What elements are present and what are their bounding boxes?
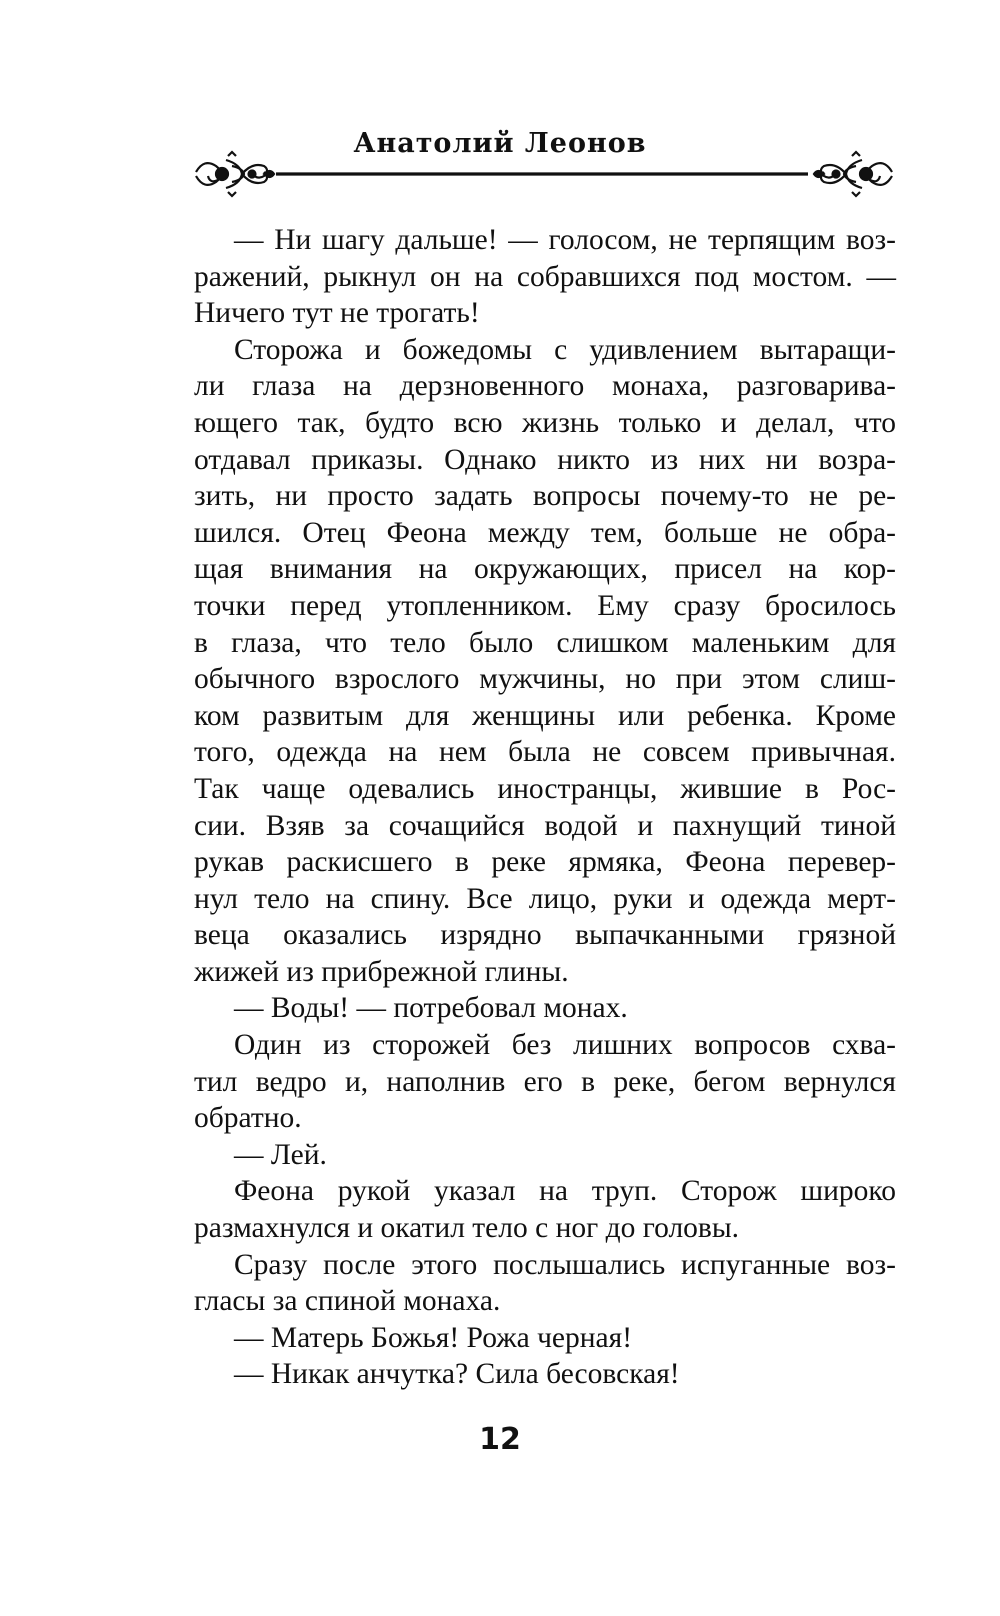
text-line: отдавал приказы. Однако никто из них ни возра- (194, 443, 896, 476)
text-line: — Никак анчутка? Сила бесовская! (234, 1358, 680, 1391)
paragraph (194, 1247, 896, 1320)
paragraph (194, 1320, 896, 1357)
text-line: — Воды! — потребовал монах. (234, 992, 628, 1025)
text-line: того, одежда на нем была не совсем привычная. (194, 736, 896, 769)
paragraph (194, 1027, 896, 1137)
paragraph (194, 222, 896, 332)
text-line: Сторожа и божедомы с удивлением вытаращи- (234, 333, 896, 366)
paragraph (194, 1137, 896, 1174)
running-head-author: Анатолий Леонов (353, 128, 647, 159)
text-line: — Матерь Божья! Рожа черная! (234, 1321, 633, 1354)
text-line: шился. Отец Феона между тем, больше не обра- (194, 516, 896, 549)
paragraph (194, 1356, 896, 1393)
ornament-right-icon (814, 152, 892, 196)
text-line: тил ведро и, наполнив его в реке, бегом вернулся (194, 1065, 896, 1098)
text-line: размахнулся и окатил тело с ног до головы. (194, 1212, 740, 1245)
header-rule (192, 150, 896, 198)
text-line: Сразу после этого послышались испуганные воз- (234, 1248, 896, 1281)
text-line: ли глаза на дерзновенного монаха, разговарива- (194, 370, 896, 403)
text-line: веца оказались изрядно выпачканными грязной (194, 919, 896, 952)
page-number: 12 (479, 1422, 521, 1457)
ornament-left-icon (196, 152, 274, 196)
text-line: Один из сторожей без лишних вопросов схва- (234, 1029, 896, 1062)
text-line: в глаза, что тело было слишком маленьким для (194, 626, 896, 659)
text-line: рукав раскисшего в реке ярмяка, Феона перевер- (194, 846, 896, 879)
text-line: щая внимания на окружающих, присел на кор- (194, 553, 896, 586)
text-line: зить, ни просто задать вопросы почему-то не ре- (194, 480, 896, 513)
text-line: обычного взрослого мужчины, но при этом слиш- (194, 663, 896, 696)
paragraph (194, 1173, 896, 1246)
text-line: ком развитым для женщины или ребенка. Кроме (194, 699, 896, 732)
text-line: — Ни шагу дальше! — голосом, не терпящим воз- (234, 224, 896, 256)
text-line: ражений, рыкнул он на собравшихся под мостом. — (194, 260, 896, 293)
text-line: нул тело на спину. Все лицо, руки и одежда мерт- (194, 882, 896, 915)
paragraph (194, 990, 896, 1027)
text-line: жижей из прибрежной глины. (194, 955, 569, 988)
paragraph (194, 332, 896, 991)
text-line: сии. Взяв за сочащийся водой и пахнущий тиной (194, 809, 896, 842)
text-line: ющего так, будто всю жизнь только и делал, что (194, 406, 896, 439)
body-text (194, 222, 896, 1393)
text-line: — Лей. (234, 1138, 327, 1171)
text-line: Так чаще одевались иностранцы, жившие в Рос- (194, 772, 896, 805)
text-line: Ничего тут не трогать! (194, 297, 480, 330)
text-line: обратно. (194, 1102, 302, 1135)
text-line: гласы за спиной монаха. (194, 1285, 501, 1318)
text-line: Феона рукой указал на труп. Сторож широко (234, 1175, 896, 1208)
text-line: точки перед утопленником. Ему сразу бросилось (194, 589, 896, 622)
